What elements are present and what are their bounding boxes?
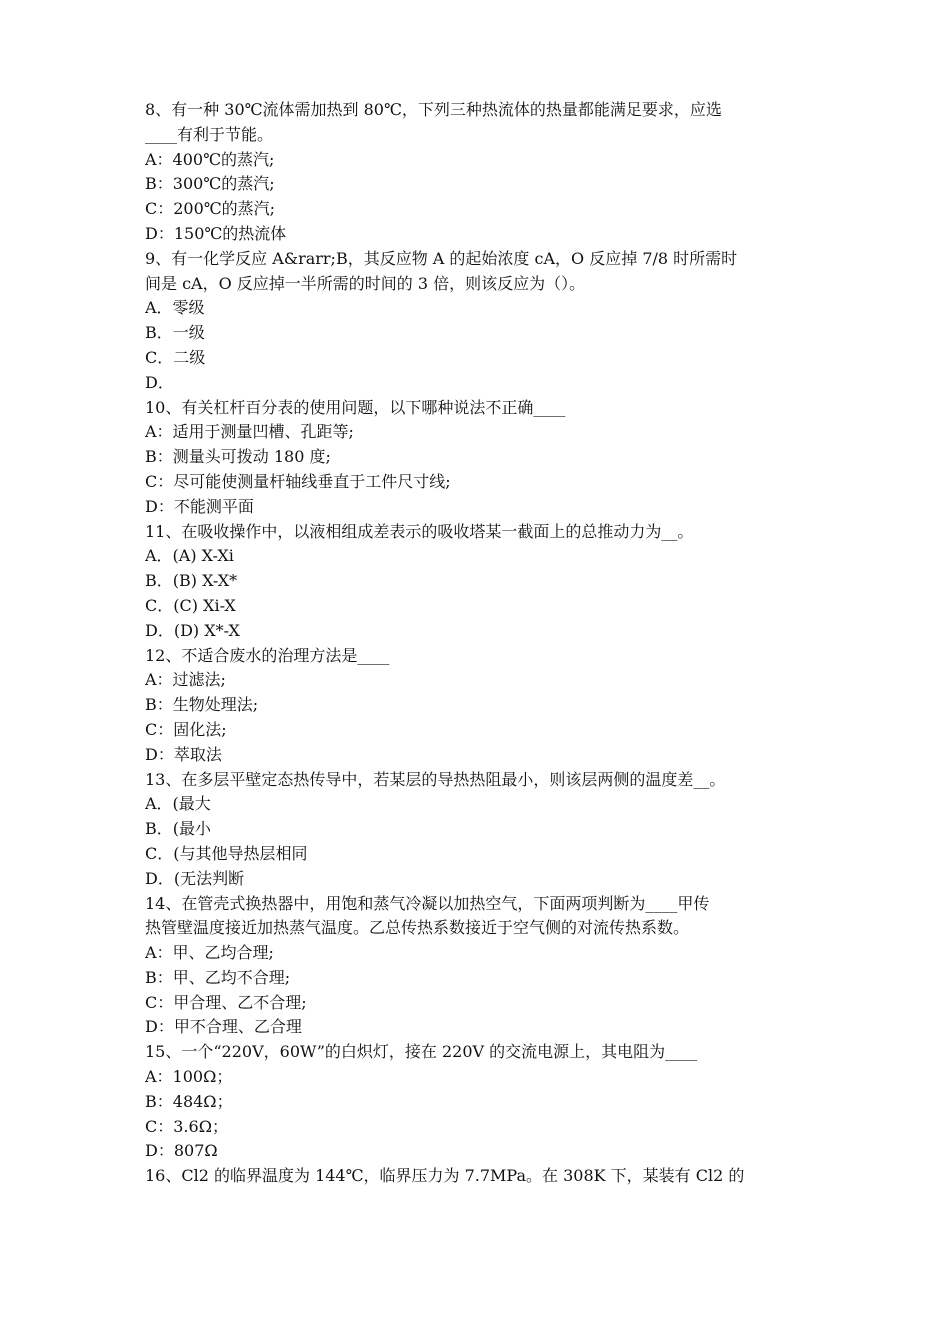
text-line: D．(无法判断: [145, 868, 245, 888]
text-line: A：甲、乙均合理;: [145, 943, 274, 963]
text-line: A．(A) X-Xi: [145, 546, 234, 566]
text-line: D：807Ω: [145, 1141, 218, 1161]
text-line: A：适用于测量凹槽、孔距等;: [145, 422, 354, 442]
document-page: [145, 98, 810, 1189]
text-line: 热管壁温度接近加热蒸气温度。乙总传热系数接近于空气侧的对流传热系数。: [145, 918, 690, 938]
text-line: 16、Cl2 的临界温度为 144℃，临界压力为 7.7MPa。在 308K 下，某装有 Cl2 的: [145, 1166, 745, 1186]
text-line: A：过滤法;: [145, 670, 226, 690]
text-line: 15、一个“220V，60W”的白炽灯，接在 220V 的交流电源上，其电阻为____: [145, 1042, 698, 1062]
text-line: A．(最大: [145, 794, 211, 814]
text-line: 10、有关杠杆百分表的使用问题，以下哪种说法不正确____: [145, 397, 566, 417]
text-line: C：3.6Ω；: [145, 1116, 228, 1136]
text-line: D．(D) X*-X: [145, 620, 240, 640]
text-line: D：萃取法: [145, 744, 222, 764]
text-line: B：生物处理法;: [145, 695, 259, 715]
text-line: B．一级: [145, 323, 205, 343]
text-line: 13、在多层平壁定态热传导中，若某层的导热热阻最小，则该层两侧的温度差__。: [145, 769, 726, 789]
text-line: 9、有一化学反应 A&rarr;B，其反应物 A 的起始浓度 cA，O 反应掉 7/8 时所需时: [145, 248, 738, 268]
text-line: B：484Ω；: [145, 1091, 233, 1111]
text-line: 12、不适合废水的治理方法是____: [145, 645, 390, 665]
text-line: C：固化法;: [145, 719, 227, 739]
text-line: ____有利于节能。: [145, 124, 274, 144]
text-line: B．(最小: [145, 819, 212, 839]
text-line: C．二级: [145, 347, 206, 367]
text-line: B：300℃的蒸汽;: [145, 174, 275, 194]
text-line: 11、在吸收操作中，以液相组成差表示的吸收塔某一截面上的总推动力为__。: [145, 521, 694, 541]
text-line: 8、有一种 30℃流体需加热到 80℃，下列三种热流体的热量都能满足要求，应选: [145, 100, 722, 119]
text-line: 14、在管壳式换热器中，用饱和蒸气冷凝以加热空气，下面两项判断为____甲传: [145, 893, 710, 913]
text-line: B：甲、乙均不合理;: [145, 967, 291, 987]
text-line: C：甲合理、乙不合理;: [145, 992, 307, 1012]
text-line: D：甲不合理、乙合理: [145, 1017, 302, 1037]
text-line: B．(B) X-X*: [145, 571, 238, 591]
text-line: B：测量头可拨动 180 度;: [145, 447, 331, 467]
text-line: C．(C) Xi-X: [145, 595, 236, 615]
text-line: 间是 cA，O 反应掉一半所需的时间的 3 倍，则该反应为（）。: [145, 273, 586, 293]
text-line: D：不能测平面: [145, 496, 254, 516]
text-line: D：150℃的热流体: [145, 223, 287, 243]
text-line: C：200℃的蒸汽;: [145, 199, 276, 219]
text-line: C：尽可能使测量杆轴线垂直于工件尺寸线;: [145, 471, 451, 491]
text-line: A：400℃的蒸汽;: [145, 149, 275, 169]
text-line: D．: [145, 372, 174, 392]
text-line: C．(与其他导热层相同: [145, 843, 308, 863]
text-line: A．零级: [145, 298, 205, 318]
text-line: A：100Ω；: [145, 1067, 233, 1087]
